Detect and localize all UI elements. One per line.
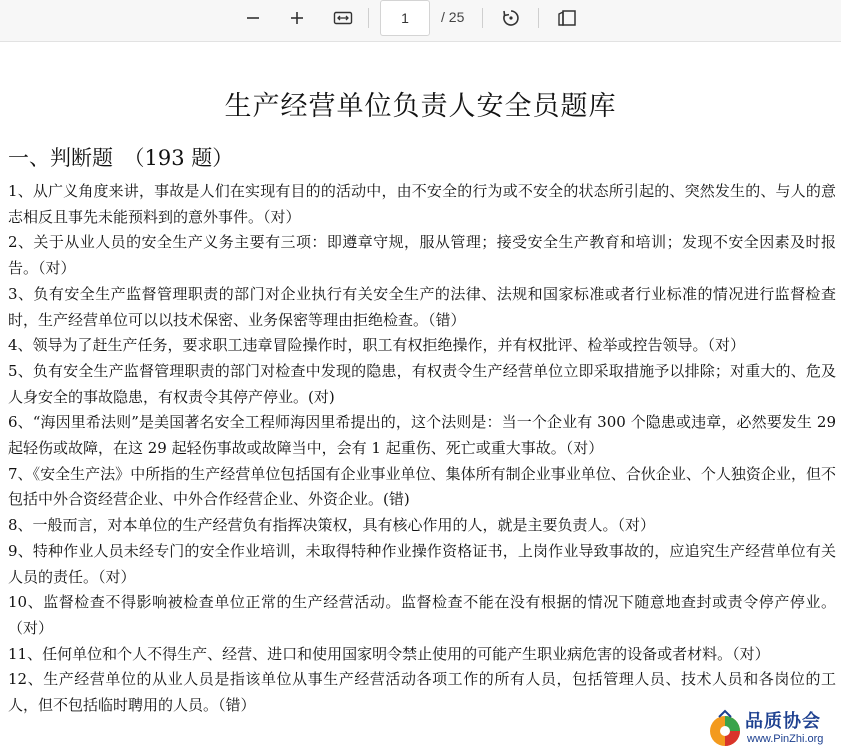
plus-icon (289, 10, 305, 26)
zoom-in-button[interactable] (281, 4, 313, 32)
question-list (8, 179, 836, 719)
question-item: 1、从广义角度来讲，事故是人们在实现有目的的活动中，由不安全的行为或不安全的状态所引起的、突然发生的、与人的意志相反且事先未能预料到的意外事件。（对） (8, 182, 836, 226)
question-item: 9、特种作业人员未经专门的安全作业培训，未取得特种作业操作资格证书，上岗作业导致事故的，应追究生产经营单位有关人员的责任。（对） (8, 541, 836, 586)
question-item: 2、关于从业人员的安全生产义务主要有三项：即遵章守规，服从管理；接受安全生产教育和培训；发现不安全因素及时报告。（对） (8, 233, 836, 278)
pdf-toolbar (0, 0, 841, 42)
question-item: 10、监督检查不得影响被检查单位正常的生产经营活动。监督检查不能在没有根据的情况下随意地查封或责令停产停业。（对） (8, 593, 836, 637)
watermark-logo (705, 707, 835, 751)
toolbar-divider (482, 8, 483, 28)
zoom-out-button[interactable] (237, 4, 269, 32)
toolbar-divider (368, 8, 369, 28)
question-item: 3、负有安全生产监督管理职责的部门对企业执行有关安全生产的法律、法规和国家标准或者行业标准的情况进行监督检查时，生产经营单位可以以技术保密、业务保密等理由拒绝检查。（错） (8, 284, 836, 329)
rotate-button[interactable] (495, 4, 527, 32)
question-item: 11、任何单位和个人不得生产、经营、进口和使用国家明令禁止使用的可能产生职业病危害的设备或者材料。（对） (8, 644, 770, 663)
document-page (0, 42, 841, 755)
document-title: 生产经营单位负责人安全员题库 (224, 91, 617, 122)
fit-width-button[interactable] (327, 4, 359, 32)
page-view-button[interactable] (551, 4, 583, 32)
question-item: 7、《安全生产法》中所指的生产经营单位包括国有企业事业单位、集体所有制企业事业单位、合伙企业、个人独资企业，但不包括中外合资经营企业、中外合作经营企业、外资企业。(错) (8, 464, 836, 509)
section-heading: 一、判断题 （193 题） (8, 146, 234, 170)
watermark-url: www.PinZhi.org (747, 733, 824, 745)
question-item: 6、“海因里希法则”是美国著名安全工程师海因里希提出的，这个法则是：当一个企业有 300 个隐患或违章，必然要发生 29 起轻伤或故障，在这 29 起轻伤事故或故障当中，会有 1 起重伤、死亡或重大事故。（对） (8, 413, 836, 458)
page-number-input[interactable] (380, 0, 430, 36)
question-item: 5、负有安全生产监督管理职责的部门对检查中发现的隐患，有权责令生产经营单位立即采取措施予以排除；对重大的、危及人身安全的事故隐患，有权责令其停产停业。(对) (8, 361, 836, 406)
toolbar-divider (538, 8, 539, 28)
question-item: 4、领导为了赶生产任务，要求职工违章冒险操作时，职工有权拒绝操作，并有权批评、检举或控告领导。（对） (8, 336, 746, 355)
page-total-label: / 25 (441, 9, 465, 25)
watermark-text: 品质协会 (745, 711, 821, 732)
pinzhi-logo-icon (705, 707, 745, 751)
question-item: 8、一般而言，对本单位的生产经营负有指挥决策权，具有核心作用的人，就是主要负责人。（对） (8, 516, 656, 535)
page-view-icon (557, 9, 577, 27)
fit-width-icon (333, 10, 353, 26)
minus-icon (245, 10, 261, 26)
question-item: 12、生产经营单位的从业人员是指该单位从事生产经营活动各项工作的所有人员，包括管理人员、技术人员和各岗位的工人，但不包括临时聘用的人员。（错） (8, 670, 836, 715)
rotate-icon (501, 8, 521, 28)
